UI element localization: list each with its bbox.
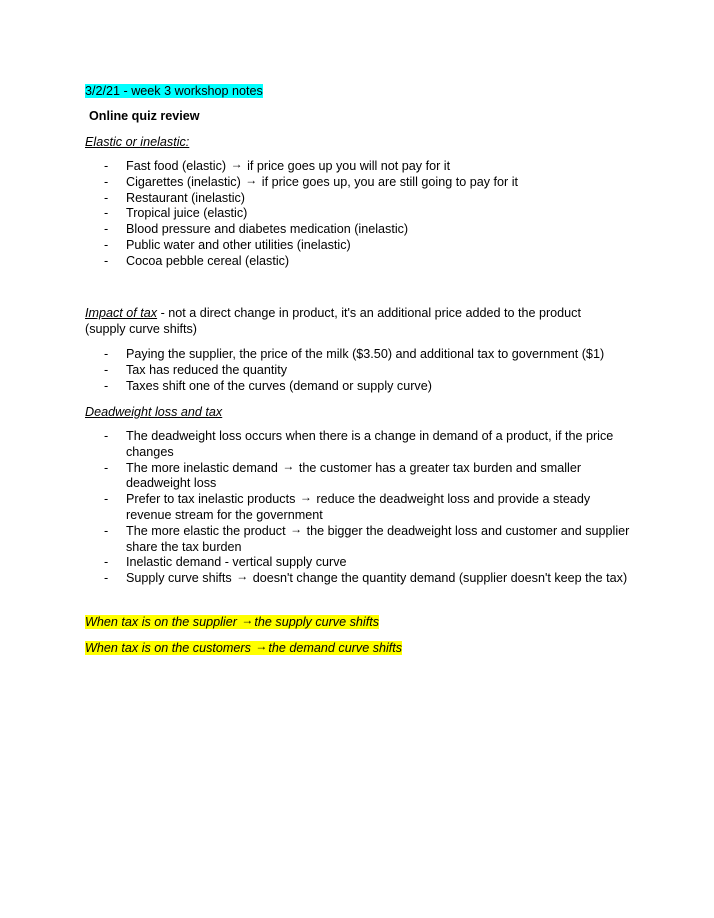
list-item: - Cigarettes (inelastic) → if price goes up, you are still going to pay for it [104, 172, 519, 189]
arrow-icon: → [290, 521, 303, 536]
elastic-list [85, 159, 630, 270]
arrow-icon: → [255, 639, 268, 653]
highlight-line-customers [85, 640, 402, 656]
deadweight-list [85, 429, 630, 587]
list-item: - The more inelastic demand → the customer has a greater tax burden and smaller deadweight loss [104, 458, 582, 491]
list-item: - The more elastic the product → the bigger the deadweight loss and customer and supplier share the tax burden [104, 521, 630, 554]
list-item: - Fast food (elastic) → if price goes up you will not pay for it [104, 157, 451, 173]
date-line [85, 83, 263, 99]
highlight-supplier: When tax is on the supplier →the supply curve shifts [85, 613, 380, 629]
list-item: - The deadweight loss occurs when there is a change in demand of a product, if the price changes [104, 429, 614, 459]
heading-deadweight: Deadweight loss and tax [85, 405, 223, 419]
date-line-highlight: 3/2/21 - week 3 workshop notes [85, 84, 263, 98]
highlight-line-supplier [85, 614, 379, 630]
tax-intro-text: - not a direct change in product, it's an additional price added to the product (supply curve shifts) [85, 306, 581, 336]
arrow-icon: → [299, 490, 312, 505]
list-item: - Restaurant (inelastic) [104, 190, 245, 205]
list-item: - Tax has reduced the quantity [104, 362, 288, 377]
arrow-icon: → [245, 172, 258, 187]
heading-elastic: Elastic or inelastic: [85, 135, 190, 149]
highlight-customers: When tax is on the customers →the demand curve shifts [85, 639, 403, 655]
list-item: - Blood pressure and diabetes medication (inelastic) [104, 222, 409, 237]
list-item: - Inelastic demand - vertical supply curve [104, 555, 347, 570]
tax-paragraph [85, 305, 625, 337]
list-item: - Supply curve shifts → doesn't change the quantity demand (supplier doesn't keep the tax) [104, 569, 628, 586]
page-title: Online quiz review [89, 109, 200, 123]
heading-impact-of-tax: Impact of tax [85, 306, 158, 320]
list-item: - Taxes shift one of the curves (demand or supply curve) [104, 378, 432, 393]
arrow-icon: → [236, 569, 249, 584]
list-item: - Tropical juice (elastic) [104, 206, 248, 221]
list-item: - Public water and other utilities (inelastic) [104, 237, 351, 252]
list-item: - Paying the supplier, the price of the milk ($3.50) and additional tax to government ($1) [104, 347, 605, 361]
arrow-icon: → [230, 157, 243, 171]
list-item: - Prefer to tax inelastic products → reduce the deadweight loss and provide a steady revenue stream for the government [104, 490, 591, 522]
list-item: - Cocoa pebble cereal (elastic) [104, 253, 290, 268]
arrow-icon: → [282, 458, 295, 473]
arrow-icon: → [241, 613, 254, 627]
tax-list [85, 347, 630, 394]
